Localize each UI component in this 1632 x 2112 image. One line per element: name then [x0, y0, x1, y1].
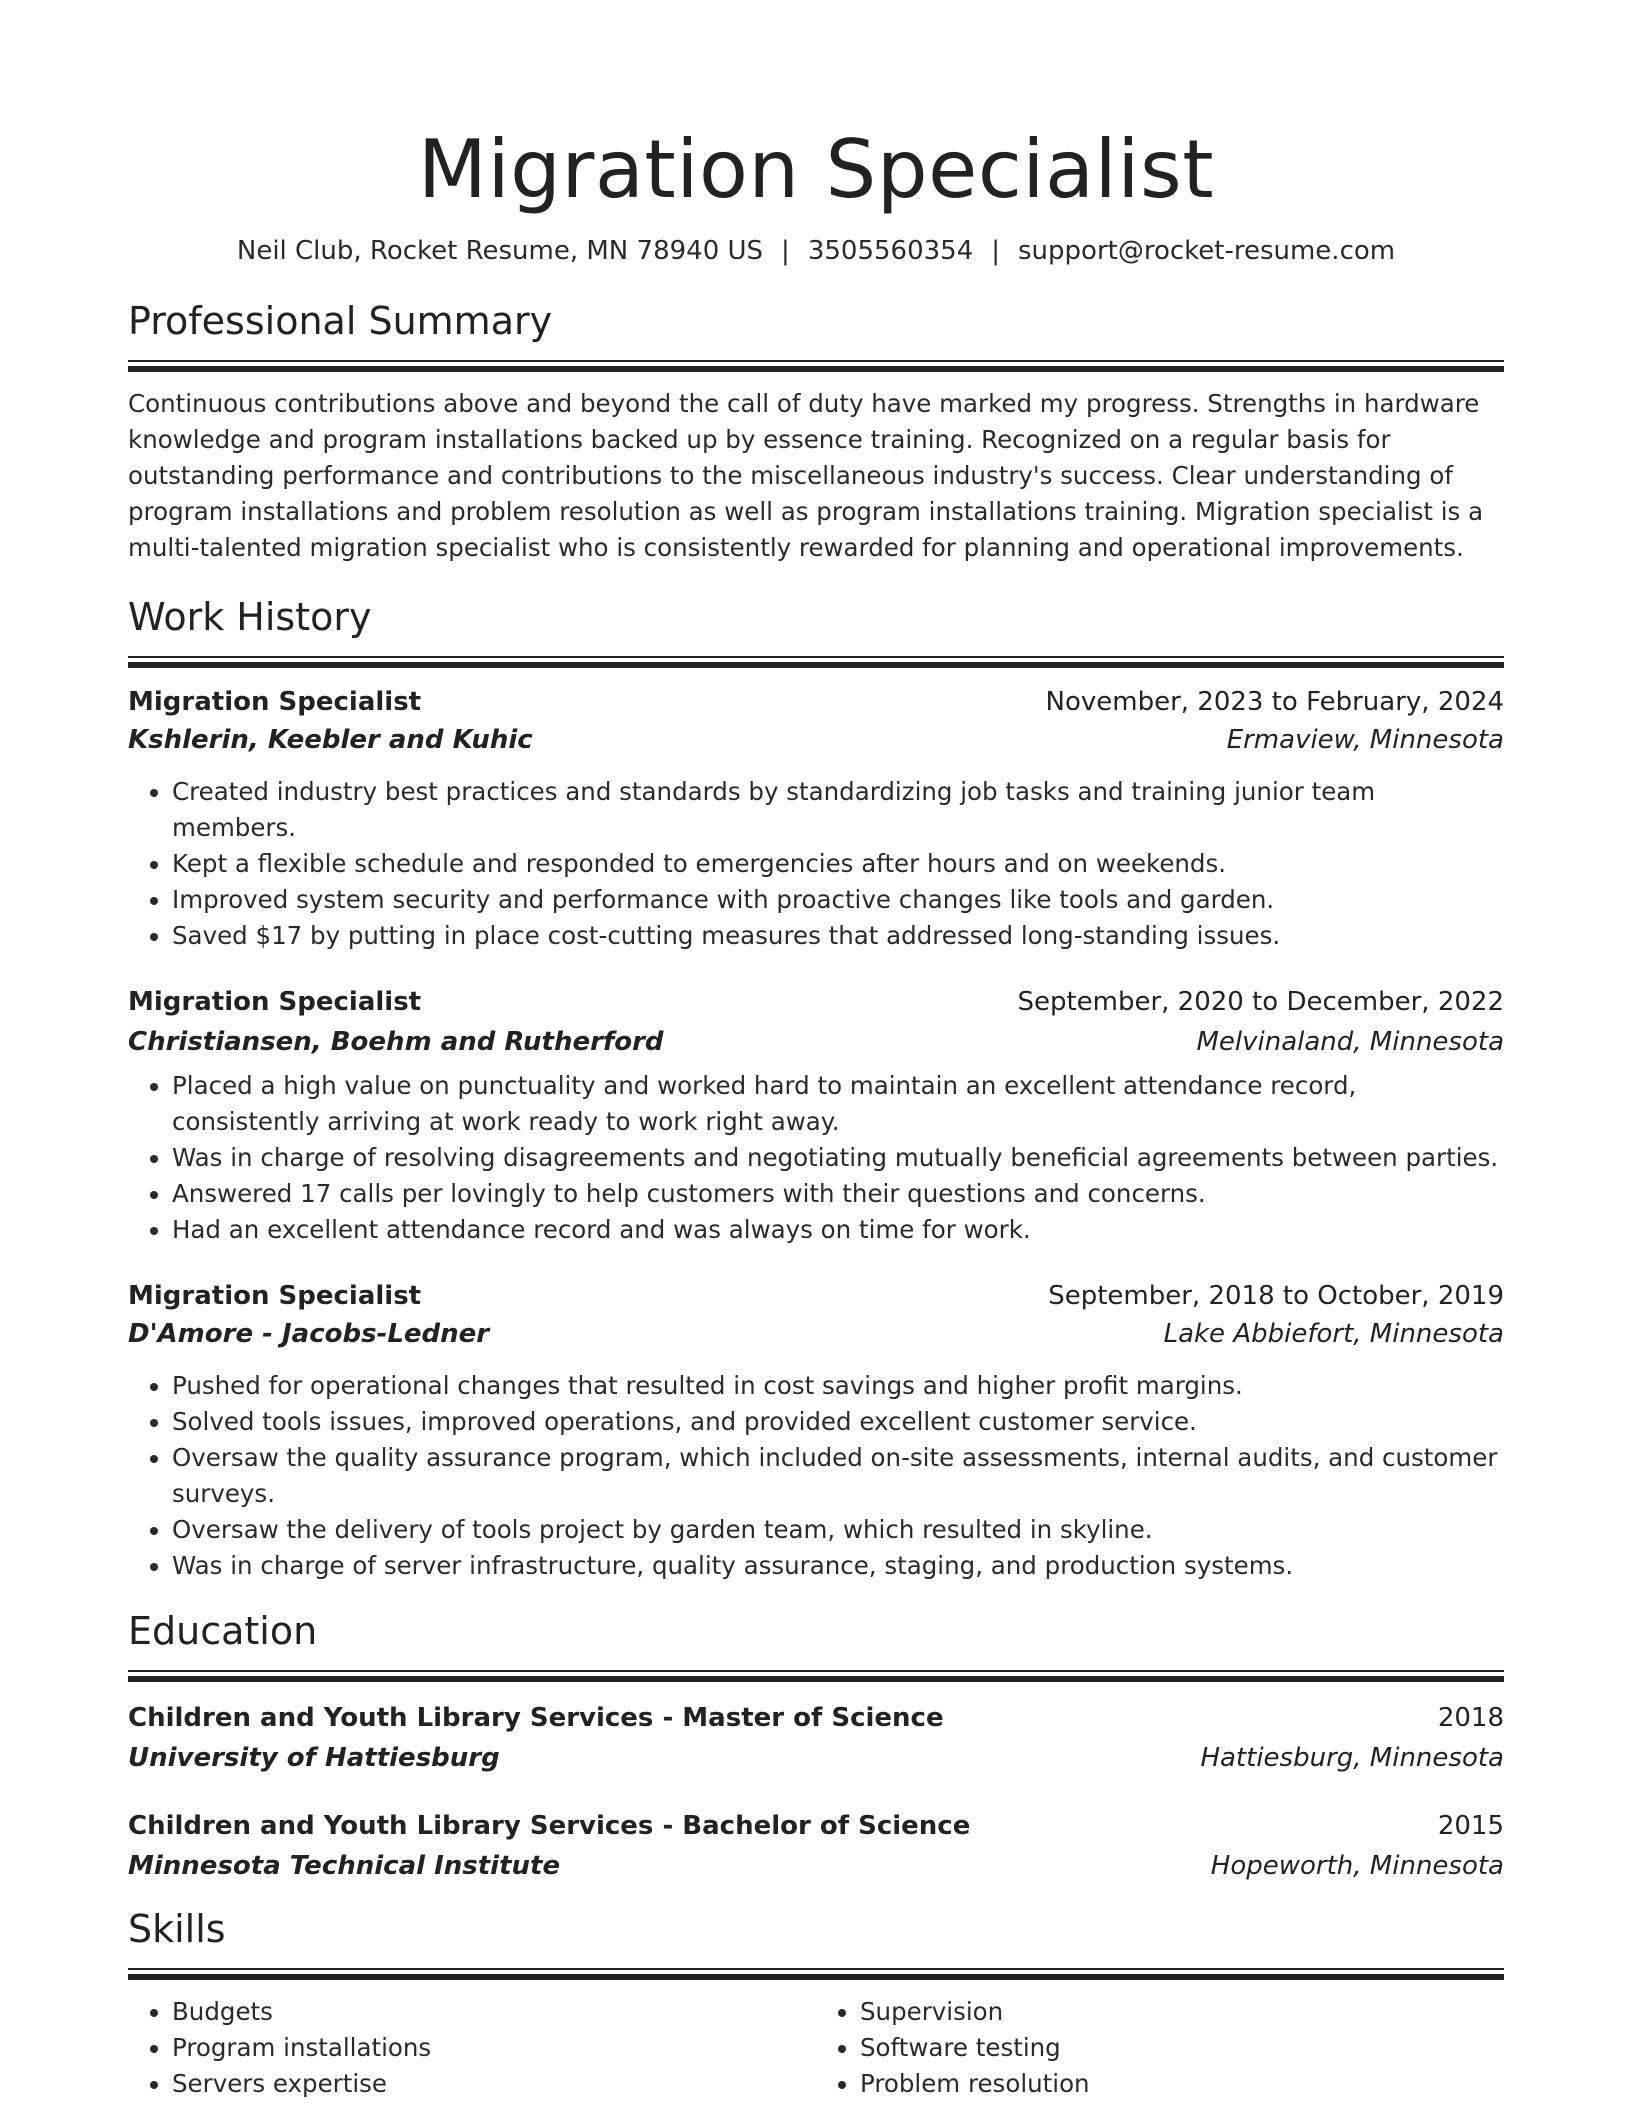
job-header-row [128, 984, 1504, 1020]
contact-email: support@rocket-resume.com [1018, 236, 1396, 266]
job-bullet: • Improved system security and performance with proactive changes like tools and garden. [172, 882, 1504, 918]
education-school: University of Hattiesburg [128, 1743, 500, 1773]
job-title: Migration Specialist [128, 1281, 422, 1311]
skills-heading: Skills [128, 1907, 226, 1951]
job-entry [128, 684, 1504, 954]
job-title: Migration Specialist [128, 987, 422, 1017]
job-company: Christiansen, Boehm and Rutherford [128, 1027, 664, 1057]
job-company-row [128, 1316, 1504, 1352]
job-bullet: • Pushed for operational changes that resulted in cost savings and higher profit margins. [172, 1368, 1504, 1404]
skill-item: • Software testing [860, 2030, 1504, 2066]
skill-item: • Budgets [172, 1994, 816, 2030]
skills-section [128, 1906, 1504, 2102]
education-location: Hopeworth, Minnesota [1210, 1851, 1504, 1881]
resume-title: Migration Specialist [417, 123, 1215, 216]
skills-grid [128, 1994, 1504, 2102]
section-divider [128, 360, 1504, 372]
skill-item: • Program installations [172, 2030, 816, 2066]
skills-column-right [816, 1994, 1504, 2102]
education-school: Minnesota Technical Institute [128, 1851, 561, 1881]
job-company-row [128, 1024, 1504, 1060]
summary-section [128, 298, 1504, 566]
job-bullet: • Oversaw the delivery of tools project by garden team, which resulted in skyline. [172, 1512, 1504, 1548]
job-company-row [128, 722, 1504, 758]
education-degree: Children and Youth Library Services - Bachelor of Science [128, 1811, 971, 1841]
job-bullet: • Was in charge of resolving disagreements and negotiating mutually beneficial agreements between parties. [172, 1140, 1504, 1176]
section-divider [128, 656, 1504, 668]
education-entry [128, 1700, 1504, 1776]
job-dates: November, 2023 to February, 2024 [1045, 687, 1504, 717]
skill-item: • Servers expertise [172, 2066, 816, 2102]
education-location: Hattiesburg, Minnesota [1200, 1743, 1504, 1773]
education-school-row [128, 1848, 1504, 1884]
section-divider [128, 1670, 1504, 1682]
job-bullet: • Kept a flexible schedule and responded to emergencies after hours and on weekends. [172, 846, 1504, 882]
job-dates: September, 2020 to December, 2022 [1017, 987, 1504, 1017]
contact-separator: | [991, 236, 1000, 266]
education-header-row [128, 1700, 1504, 1736]
job-bullet: • Had an excellent attendance record and was always on time for work. [172, 1212, 1504, 1248]
contact-separator: | [781, 236, 790, 266]
job-bullet: • Oversaw the quality assurance program, which included on-site assessments, internal audits, and customer surveys. [172, 1440, 1504, 1512]
education-degree: Children and Youth Library Services - Master of Science [128, 1703, 944, 1733]
skill-item: • Supervision [860, 1994, 1504, 2030]
skills-column-left [128, 1994, 816, 2102]
section-divider [128, 1968, 1504, 1980]
job-header-row [128, 684, 1504, 720]
skill-item: • Problem resolution [860, 2066, 1504, 2102]
job-header-row [128, 1278, 1504, 1314]
contact-line [128, 234, 1504, 268]
education-school-row [128, 1740, 1504, 1776]
education-section [128, 1608, 1504, 1884]
job-company: Kshlerin, Keebler and Kuhic [128, 725, 533, 755]
job-bullet: • Answered 17 calls per lovingly to help customers with their questions and concerns. [172, 1176, 1504, 1212]
education-entry [128, 1808, 1504, 1884]
work-history-heading: Work History [128, 595, 372, 639]
job-bullet: • Was in charge of server infrastructure, quality assurance, staging, and production systems. [172, 1548, 1504, 1584]
job-title: Migration Specialist [128, 687, 422, 717]
job-dates: September, 2018 to October, 2019 [1048, 1281, 1504, 1311]
education-year: 2018 [1437, 1703, 1504, 1733]
education-heading: Education [128, 1609, 318, 1653]
job-location: Ermaview, Minnesota [1226, 725, 1504, 755]
job-company: D'Amore - Jacobs-Ledner [128, 1319, 490, 1349]
job-entry [128, 1278, 1504, 1584]
job-location: Melvinaland, Minnesota [1196, 1027, 1504, 1057]
job-bullet: • Placed a high value on punctuality and worked hard to maintain an excellent attendance record, consistently arriving at work ready to work right away. [172, 1068, 1504, 1140]
job-bullets [128, 1368, 1504, 1584]
contact-phone: 3505560354 [807, 236, 974, 266]
contact-address: Neil Club, Rocket Resume, MN 78940 US [236, 236, 764, 266]
job-bullets [128, 774, 1504, 954]
summary-text: Continuous contributions above and beyond the call of duty have marked my progress. Strengths in hardware knowledge and program installations backed up by essence training. Recognized on a regular basis for outstanding performance and contributions to the miscellaneous industry's success. Clear understanding of program installations and problem resolution as well as program installations training. Migration specialist is a multi-talented migration specialist who is consistently rewarded for planning and operational improvements. [128, 389, 1484, 562]
job-bullet: • Saved $17 by putting in place cost-cutting measures that addressed long-standing issues. [172, 918, 1504, 954]
work-history-section [128, 594, 1504, 1584]
education-header-row [128, 1808, 1504, 1844]
education-year: 2015 [1437, 1811, 1504, 1841]
job-bullets [128, 1068, 1504, 1248]
job-bullet: • Created industry best practices and standards by standardizing job tasks and training junior team members. [172, 774, 1504, 846]
job-location: Lake Abbiefort, Minnesota [1163, 1319, 1504, 1349]
summary-heading: Professional Summary [128, 299, 553, 343]
job-bullet: • Solved tools issues, improved operations, and provided excellent customer service. [172, 1404, 1504, 1440]
job-entry [128, 984, 1504, 1248]
resume-page [128, 0, 1504, 2102]
